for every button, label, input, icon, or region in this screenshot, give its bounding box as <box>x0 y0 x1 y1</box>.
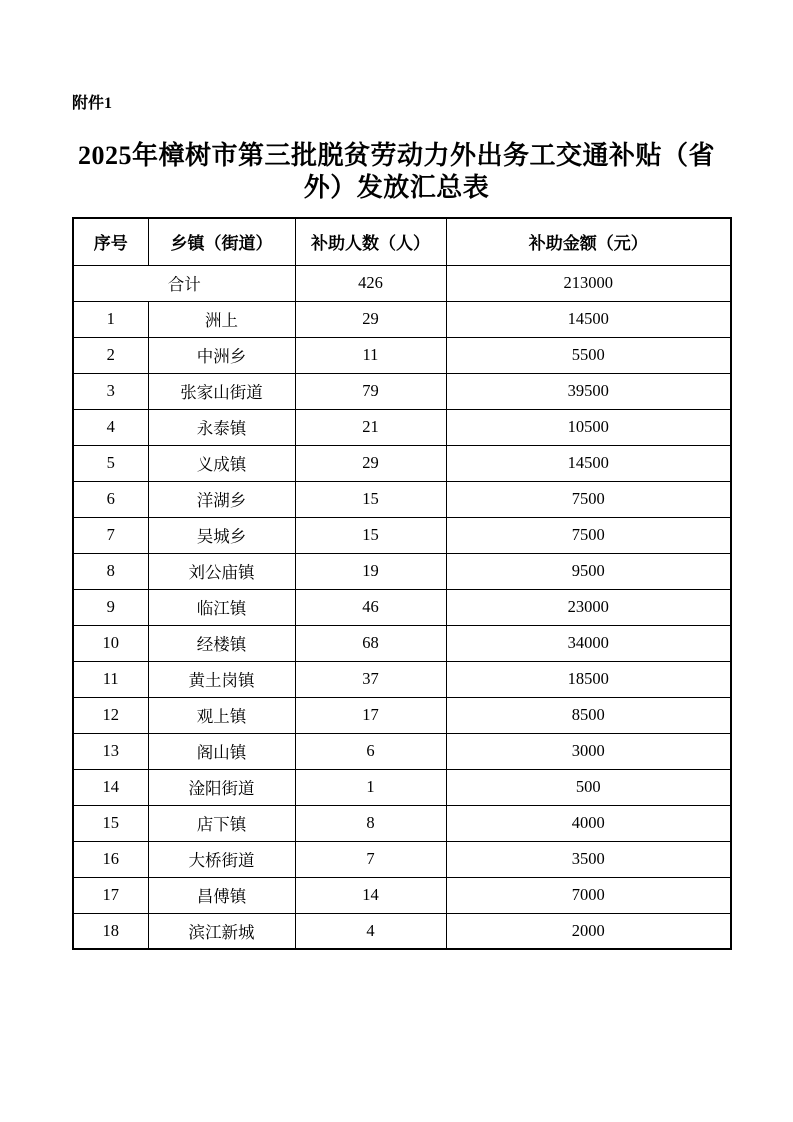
attachment-label: 附件1 <box>72 95 113 112</box>
serial-number-cell: 7 <box>73 517 148 553</box>
serial-number-cell: 2 <box>73 337 148 373</box>
people-cell: 19 <box>295 553 446 589</box>
town-cell: 张家山街道 <box>148 373 295 409</box>
serial-number-cell: 10 <box>73 625 148 661</box>
serial-number-cell: 15 <box>73 805 148 841</box>
amount-cell: 7500 <box>446 481 731 517</box>
serial-number-cell: 8 <box>73 553 148 589</box>
table-row <box>73 733 731 769</box>
table-row <box>73 481 731 517</box>
table-row <box>73 697 731 733</box>
table-row <box>73 589 731 625</box>
town-cell: 店下镇 <box>148 805 295 841</box>
town-cell: 大桥街道 <box>148 841 295 877</box>
people-cell: 46 <box>295 589 446 625</box>
serial-number-cell: 17 <box>73 877 148 913</box>
amount-cell: 2000 <box>446 913 731 949</box>
table-row <box>73 913 731 949</box>
table-row <box>73 841 731 877</box>
town-cell: 义成镇 <box>148 445 295 481</box>
total-amount-cell: 213000 <box>446 265 731 301</box>
people-cell: 14 <box>295 877 446 913</box>
table-row <box>73 625 731 661</box>
table-row <box>73 661 731 697</box>
serial-number-cell: 18 <box>73 913 148 949</box>
people-cell: 17 <box>295 697 446 733</box>
people-cell: 29 <box>295 301 446 337</box>
people-cell: 37 <box>295 661 446 697</box>
serial-number-cell: 6 <box>73 481 148 517</box>
serial-number-cell: 11 <box>73 661 148 697</box>
table-row <box>73 301 731 337</box>
people-cell: 21 <box>295 409 446 445</box>
serial-number-cell: 9 <box>73 589 148 625</box>
town-cell: 阁山镇 <box>148 733 295 769</box>
serial-number-cell: 12 <box>73 697 148 733</box>
table-row <box>73 553 731 589</box>
people-cell: 11 <box>295 337 446 373</box>
amount-cell: 23000 <box>446 589 731 625</box>
page-title-line-1: 2025年樟树市第三批脱贫劳动力外出务工交通补贴（省 <box>77 141 715 170</box>
table-row <box>73 337 731 373</box>
subsidy-summary-table <box>72 217 732 950</box>
town-cell: 吴城乡 <box>148 517 295 553</box>
amount-cell: 14500 <box>446 301 731 337</box>
table-header-row <box>73 218 731 265</box>
serial-number-cell: 3 <box>73 373 148 409</box>
town-cell: 淦阳街道 <box>148 769 295 805</box>
amount-cell: 7500 <box>446 517 731 553</box>
amount-cell: 9500 <box>446 553 731 589</box>
town-cell: 观上镇 <box>148 697 295 733</box>
people-cell: 29 <box>295 445 446 481</box>
town-cell: 永泰镇 <box>148 409 295 445</box>
people-cell: 4 <box>295 913 446 949</box>
serial-number-cell: 14 <box>73 769 148 805</box>
serial-number-cell: 16 <box>73 841 148 877</box>
amount-cell: 8500 <box>446 697 731 733</box>
page-title <box>40 140 753 204</box>
header-subsidy-amount: 补助金额（元） <box>446 218 731 265</box>
people-cell: 79 <box>295 373 446 409</box>
table-body <box>73 265 731 949</box>
town-cell: 洲上 <box>148 301 295 337</box>
amount-cell: 18500 <box>446 661 731 697</box>
table-row <box>73 409 731 445</box>
town-cell: 临江镇 <box>148 589 295 625</box>
serial-number-cell: 5 <box>73 445 148 481</box>
town-cell: 洋湖乡 <box>148 481 295 517</box>
table-row <box>73 877 731 913</box>
total-people-cell: 426 <box>295 265 446 301</box>
table-row <box>73 517 731 553</box>
amount-cell: 34000 <box>446 625 731 661</box>
amount-cell: 7000 <box>446 877 731 913</box>
header-subsidized-people: 补助人数（人） <box>295 218 446 265</box>
amount-cell: 5500 <box>446 337 731 373</box>
serial-number-cell: 4 <box>73 409 148 445</box>
people-cell: 68 <box>295 625 446 661</box>
header-town-street: 乡镇（街道） <box>148 218 295 265</box>
people-cell: 8 <box>295 805 446 841</box>
amount-cell: 39500 <box>446 373 731 409</box>
people-cell: 6 <box>295 733 446 769</box>
amount-cell: 3500 <box>446 841 731 877</box>
people-cell: 1 <box>295 769 446 805</box>
town-cell: 滨江新城 <box>148 913 295 949</box>
amount-cell: 10500 <box>446 409 731 445</box>
table-row <box>73 769 731 805</box>
total-row <box>73 265 731 301</box>
people-cell: 15 <box>295 481 446 517</box>
table-row <box>73 805 731 841</box>
town-cell: 刘公庙镇 <box>148 553 295 589</box>
total-label-cell: 合计 <box>73 265 295 301</box>
people-cell: 7 <box>295 841 446 877</box>
amount-cell: 500 <box>446 769 731 805</box>
serial-number-cell: 1 <box>73 301 148 337</box>
amount-cell: 4000 <box>446 805 731 841</box>
table-row <box>73 445 731 481</box>
people-cell: 15 <box>295 517 446 553</box>
table-row <box>73 373 731 409</box>
amount-cell: 14500 <box>446 445 731 481</box>
town-cell: 中洲乡 <box>148 337 295 373</box>
page-title-line-2: 外）发放汇总表 <box>303 173 490 202</box>
town-cell: 昌傅镇 <box>148 877 295 913</box>
header-serial-number: 序号 <box>73 218 148 265</box>
serial-number-cell: 13 <box>73 733 148 769</box>
town-cell: 黄土岗镇 <box>148 661 295 697</box>
amount-cell: 3000 <box>446 733 731 769</box>
town-cell: 经楼镇 <box>148 625 295 661</box>
